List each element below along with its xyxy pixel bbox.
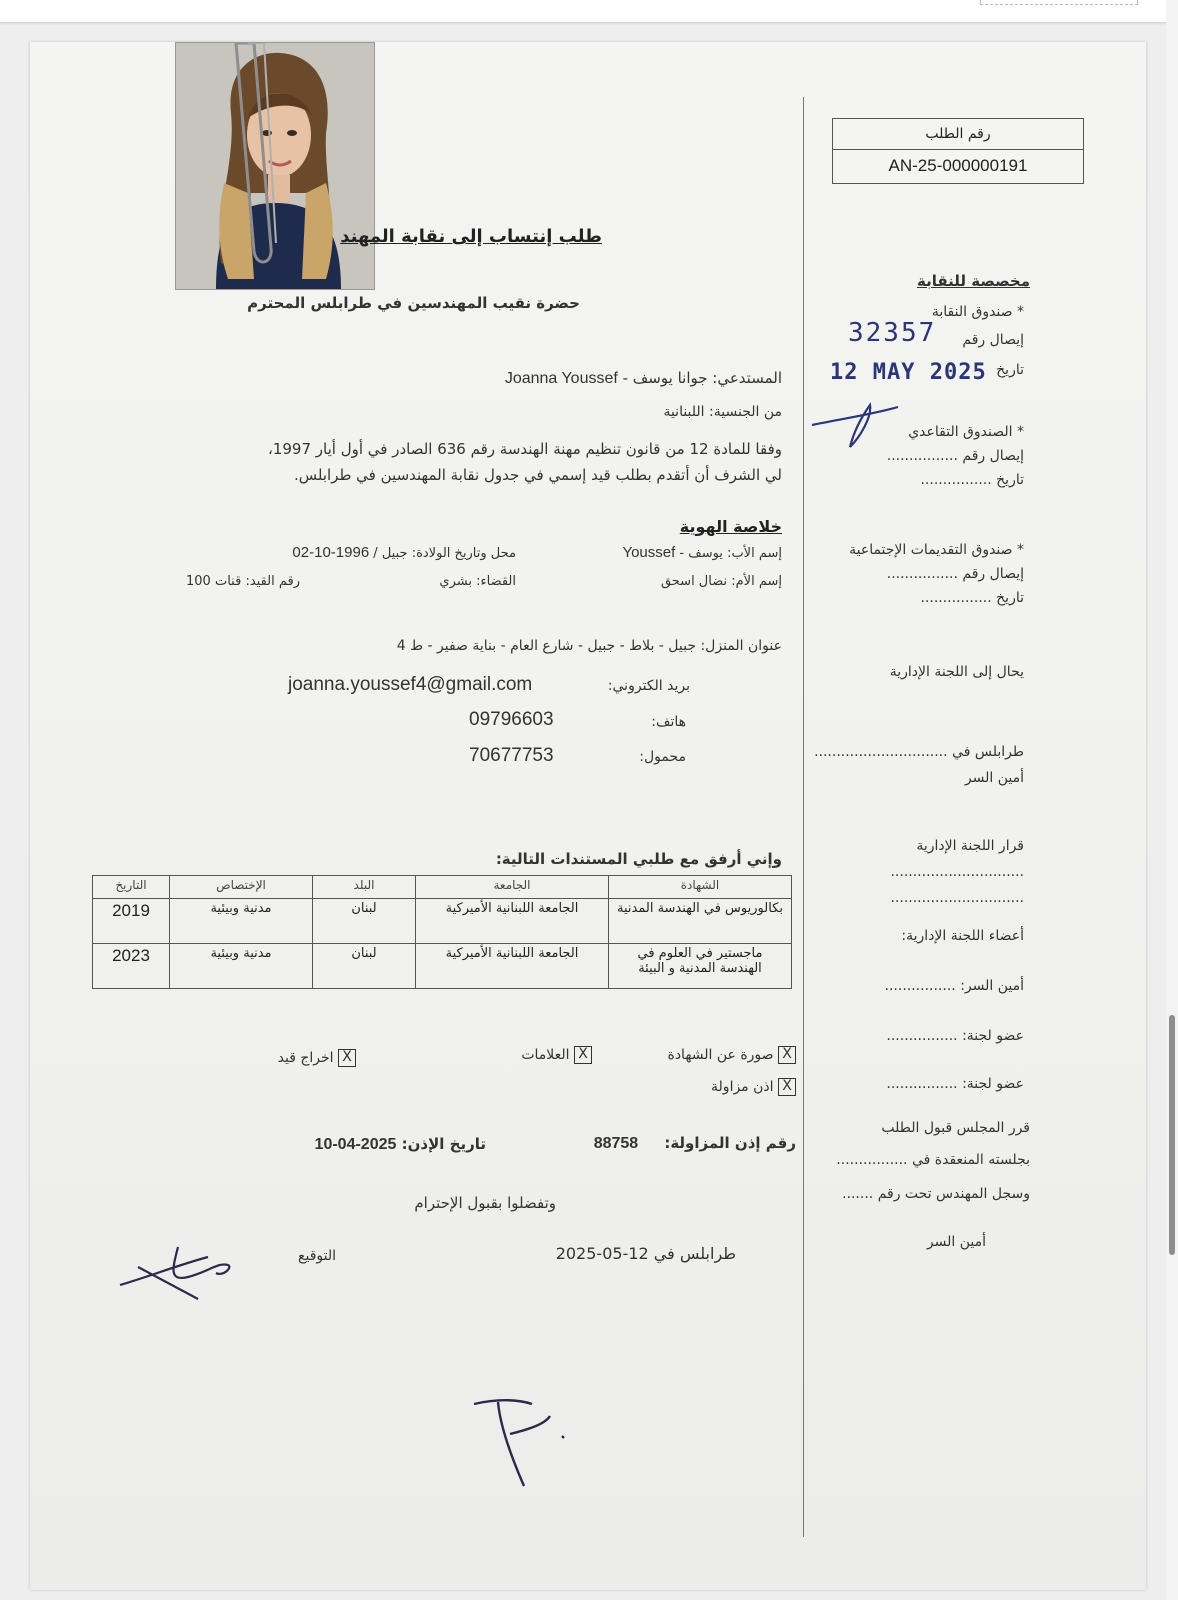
scrollbar-track[interactable] — [1166, 0, 1178, 1600]
header-degree: الشهادة — [609, 876, 792, 899]
dots: ................ — [886, 1028, 958, 1044]
scrollbar-thumb[interactable] — [1169, 1015, 1175, 1255]
statement-line-1: وفقا للمادة 12 من قانون تنظيم مهنة الهندسة رقم 636 الصادر في أول أيار 1997، — [267, 440, 782, 458]
birth-label: محل وتاريخ الولادة: — [411, 546, 516, 561]
checkbox-grades-box[interactable]: X — [574, 1046, 592, 1064]
registry-value: قنات 100 — [186, 574, 242, 589]
sidebar-tripoli-in — [814, 744, 1024, 760]
tripoli-in-label: طرابلس في — [952, 744, 1024, 760]
council-line2-label: بجلسته المنعقدة في — [911, 1152, 1030, 1168]
receipt-label: إيصال رقم — [962, 566, 1024, 582]
mother-line — [661, 574, 782, 589]
dots: ................ — [886, 566, 958, 582]
applicant-line: المستدعي: جوانا يوسف - Joanna Youssef — [504, 369, 782, 387]
sidebar-fund2-receipt — [887, 448, 1024, 464]
checkbox-grades-label: العلامات — [521, 1047, 570, 1063]
nationality-label: من الجنسية: — [709, 404, 782, 420]
identity-heading: خلاصة الهوية — [679, 517, 782, 536]
document-page — [30, 42, 1146, 1590]
sidebar-secretary-line — [885, 978, 1024, 994]
birth-line: محل وتاريخ الولادة: جبيل / 1996-10-02 — [292, 544, 516, 561]
sidebar-fund3-receipt — [887, 566, 1024, 582]
checkbox-record — [278, 1049, 356, 1067]
cell-university: الجامعة اللبنانية الأميركية — [416, 944, 609, 989]
checkbox-record-box[interactable]: X — [338, 1049, 356, 1067]
sidebar-fund1-date-label: تاريخ — [996, 362, 1024, 378]
closing-text: وتفضلوا بقبول الإحترام — [414, 1194, 556, 1212]
email-label: بريد الكتروني: — [607, 678, 690, 694]
cell-university: الجامعة اللبنانية الأميركية — [416, 899, 609, 944]
dots: ....... — [842, 1186, 874, 1202]
sidebar-council-line1: قرر المجلس قبول الطلب — [881, 1120, 1030, 1136]
header-specialty: الإختصاص — [170, 876, 313, 899]
member-label: عضو لجنة: — [962, 1076, 1024, 1092]
father-label: إسم الأب: — [727, 546, 782, 561]
stamp-signature — [810, 397, 900, 452]
sidebar-committee-decision: قرار اللجنة الإدارية — [916, 838, 1024, 854]
checkbox-permit-label: اذن مزاولة — [711, 1079, 774, 1095]
permit-number-label: رقم إذن المزاولة: — [664, 1134, 796, 1152]
registered-label: وسجل المهندس تحت رقم — [877, 1186, 1030, 1202]
cell-degree: بكالوريوس في الهندسة المدنية — [609, 899, 792, 944]
stamp-date: 12 MAY 2025 — [830, 360, 987, 385]
registry-label: رقم القيد: — [245, 574, 300, 589]
sidebar-member-1 — [886, 1028, 1024, 1044]
documents-table — [92, 875, 792, 989]
registry-line — [186, 574, 300, 589]
father-ar: يوسف — [688, 546, 723, 561]
cell-specialty: مدنية وبيئية — [170, 944, 313, 989]
phone-value: 09796603 — [469, 709, 554, 730]
applicant-name-ar: جوانا يوسف — [632, 369, 708, 387]
request-number-value: AN-25-000000191 — [888, 156, 1028, 175]
permit-date-line — [315, 1135, 486, 1154]
address-label: عنوان المنزل: — [700, 638, 782, 654]
place-date: طرابلس في 12-05-2025 — [555, 1244, 736, 1263]
dots: .............................. — [814, 744, 948, 760]
checkbox-certificate-box[interactable]: X — [778, 1046, 796, 1064]
sidebar-referred: يحال إلى اللجنة الإدارية — [889, 664, 1024, 680]
member-label: عضو لجنة: — [962, 1028, 1024, 1044]
signature-label: التوقيع — [298, 1248, 336, 1264]
receipt-label: إيصال رقم — [962, 448, 1024, 464]
cell-country: لبنان — [313, 944, 416, 989]
mobile-value: 70677753 — [469, 745, 554, 766]
official-signature — [470, 1394, 580, 1494]
nationality-line — [663, 404, 782, 420]
cell-country: لبنان — [313, 899, 416, 944]
sidebar-registered — [842, 1186, 1030, 1202]
applicant-signature — [118, 1237, 248, 1307]
checkbox-permit-box[interactable]: X — [778, 1078, 796, 1096]
applicant-name-en: Joanna Youssef — [504, 370, 618, 387]
header-date: التاريخ — [93, 876, 170, 899]
sidebar-decision-dots-2: .............................. — [890, 890, 1024, 906]
sidebar-fund2: * الصندوق التقاعدي — [908, 424, 1024, 440]
sidebar-committee-members: أعضاء اللجنة الإدارية: — [901, 928, 1024, 944]
email-value: joanna.youssef4@gmail.com — [288, 674, 533, 695]
table-row — [93, 899, 792, 944]
cell-date: 2023 — [93, 944, 170, 989]
sidebar-decision-dots-1: .............................. — [890, 864, 1024, 880]
nationality-value: اللبنانية — [663, 404, 705, 420]
cell-degree: ماجستير في العلوم في الهندسة المدنية و البيئة — [609, 944, 792, 989]
sidebar-fund3: * صندوق التقديمات الإجتماعية — [849, 542, 1024, 558]
statement-line-2: لي الشرف أن أتقدم بطلب قيد إسمي في جدول نقابة المهندسين في طرابلس. — [294, 466, 782, 484]
checkbox-record-label: اخراج قيد — [277, 1050, 334, 1066]
address-line — [397, 638, 782, 654]
request-number-box — [832, 118, 1084, 184]
dots: ................ — [886, 1076, 958, 1092]
address-value: جبيل - بلاط - جبيل - شارع العام - بناية صفير - ط 4 — [396, 638, 697, 654]
request-number-label: رقم الطلب — [833, 119, 1083, 150]
salutation: حضرة نقيب المهندسين في طرابلس المحترم — [247, 294, 580, 312]
sidebar-heading: مخصصة للنقابة — [916, 272, 1030, 290]
sidebar-fund1-receipt-label: إيصال رقم — [962, 332, 1024, 348]
toolbar-input-edge[interactable] — [980, 0, 1138, 5]
checkbox-grades — [521, 1046, 592, 1064]
sidebar-fund3-date — [920, 590, 1024, 606]
date-label: تاريخ — [996, 472, 1024, 488]
header-university: الجامعة — [416, 876, 609, 899]
dots: ................ — [920, 472, 992, 488]
checkbox-permit — [711, 1078, 796, 1096]
birth-date: 1996-10-02 — [292, 544, 370, 561]
documents-intro: وإني أرفق مع طلبي المستندات التالية: — [495, 850, 782, 868]
secretary-colon-label: أمين السر: — [960, 978, 1024, 994]
cell-specialty: مدنية وبيئية — [170, 899, 313, 944]
mother-label: إسم الأم: — [731, 574, 782, 589]
permit-number-value: 88758 — [593, 1135, 639, 1152]
form-title: طلب إنتساب إلى نقابة المهند — [340, 226, 602, 247]
sidebar-secretary-1: أمين السر — [964, 770, 1024, 786]
sidebar-council-line2 — [836, 1152, 1030, 1168]
permit-number-line — [594, 1134, 796, 1153]
birth-place: جبيل — [381, 546, 408, 561]
column-divider — [803, 97, 804, 1537]
sidebar-member-2 — [886, 1076, 1024, 1092]
date-label: تاريخ — [996, 590, 1024, 606]
stamp-receipt-number: 32357 — [848, 318, 937, 348]
sidebar-secretary-2: أمين السر — [926, 1234, 986, 1250]
mobile-label: محمول: — [639, 749, 686, 765]
permit-date-value: 2025-04-10 — [314, 1136, 397, 1153]
father-line: إسم الأب: يوسف - Youssef — [622, 544, 782, 561]
district-value: بشري — [439, 574, 472, 589]
dots: ................ — [884, 978, 956, 994]
applicant-photo — [175, 42, 375, 290]
viewer-toolbar — [0, 0, 1168, 23]
phone-label: هاتف: — [651, 714, 686, 730]
header-country: البلد — [313, 876, 416, 899]
dots: ................ — [920, 590, 992, 606]
applicant-label: المستدعي: — [712, 369, 782, 387]
father-en: Youssef — [622, 544, 676, 561]
checkbox-certificate-label: صورة عن الشهادة — [667, 1047, 774, 1063]
dots: ................ — [836, 1152, 908, 1168]
dots: ................ — [886, 448, 958, 464]
sidebar-fund2-date — [920, 472, 1024, 488]
district-line — [439, 574, 516, 589]
district-label: القضاء: — [476, 574, 516, 589]
mother-value: نضال اسحق — [660, 574, 728, 589]
documents-header-row — [93, 876, 792, 899]
checkbox-certificate — [667, 1046, 796, 1064]
table-row — [93, 944, 792, 989]
cell-date: 2019 — [93, 899, 170, 944]
permit-date-label: تاريخ الإذن: — [401, 1135, 486, 1153]
sidebar-fund1: * صندوق النقابة — [931, 304, 1024, 320]
